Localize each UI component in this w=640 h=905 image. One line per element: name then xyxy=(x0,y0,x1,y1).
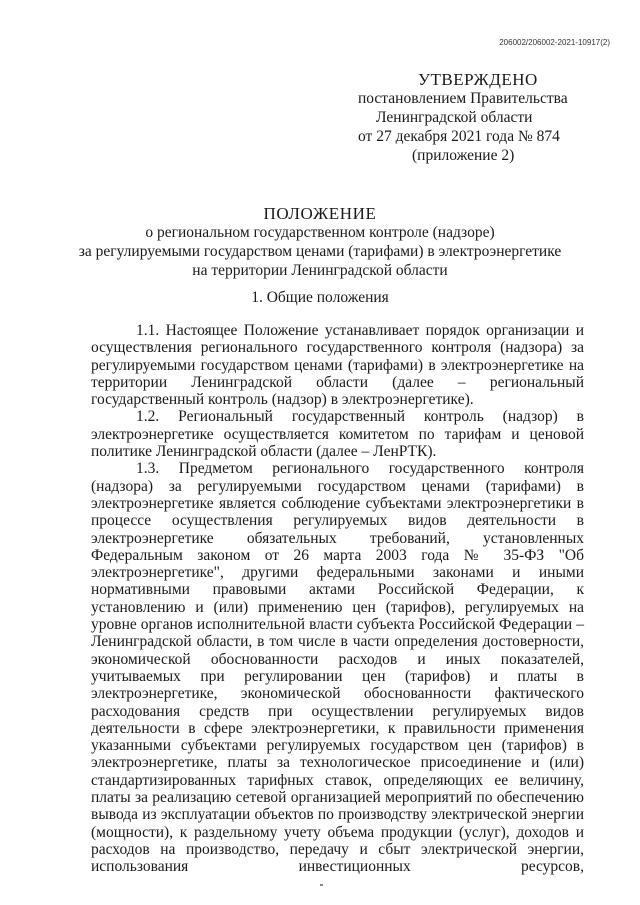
paragraph-text: 1.3. Предметом регионального государственного контроля (надзора) за регулируемыми государством ценами (тарифами) в электроэнергетике является соблюдение субъектами электроэнергетики в процессе осуществления регулируемых видов деятельности в электроэнергетике обязательных требований, установленных Федеральным законом от 26 марта 2003 года № 35-ФЗ "Об электроэнергетике", другими федеральными законами и иными нормативными правовыми актами Российской Федерации, к установлению и (или) применению цен (тарифов), регулируемых на уровне органов исполнительной власти субъекта Российской Федерации – Ленинградской области, в том числе в части определения достоверности, экономической обоснованности расходов и иных показателей, учитываемых при регулировании цен (тарифов) и платы в электроэнергетике, экономической обоснованности фактического расходования средств при осуществлении регулируемых видов деятельности в сфере электроэнергетики, к правильности применения указанными субъектами регулируемых государством цен (тарифов) в электроэнергетике, платы за технологическое присоединение и (или) стандартизированных тарифных ставок, определяющих ее величину, платы за реализацию сетевой организацией мероприятий по обеспечению вывода из эксплуатации объектов по производству электрической энергии (мощности), к раздельному учету объема продукции (услуг), доходов и расходов на производство, передачу и сбыт электрической энергии, использования инвестиционных ресурсов, xyxy=(91,460,584,876)
document-title-block xyxy=(0,204,640,280)
paragraph xyxy=(91,408,584,460)
approval-line: (приложение 2) xyxy=(412,147,515,164)
approval-stamp xyxy=(358,70,568,165)
paragraph xyxy=(91,322,584,408)
approval-head: УТВЕРЖДЕНО xyxy=(418,70,538,89)
page-mark xyxy=(320,884,323,886)
approval-line: постановлением Правительства xyxy=(358,90,568,107)
title-line: о региональном государственном контроле (надзоре) xyxy=(145,224,495,241)
approval-line: от 27 декабря 2021 года № 874 xyxy=(358,128,560,145)
paragraph-text: 1.2. Региональный государственный контроль (надзор) в электроэнергетике осуществляется комитетом по тарифам и ценовой политике Ленинградской области (далее – ЛенРТК). xyxy=(91,408,584,461)
title-line: на территории Ленинградской области xyxy=(192,262,448,279)
title-line: за регулируемыми государством ценами (тарифами) в электроэнергетике xyxy=(78,243,562,260)
document-body xyxy=(91,322,584,876)
section-heading: 1. Общие положения xyxy=(251,289,389,306)
approval-line: Ленинградской области xyxy=(376,109,533,126)
document-id: 206002/206002-2021-10917(2) xyxy=(499,38,610,47)
paragraph-text: 1.1. Настоящее Положение устанавливает порядок организации и осуществления регионального государственного контроля (надзора) за регулируемыми государством ценами (тарифами) в электроэнергетике на территории Ленинградской области (далее – региональный государственный контроль (надзор) в электроэнергетике). xyxy=(91,322,584,409)
document-title: ПОЛОЖЕНИЕ xyxy=(263,204,377,223)
paragraph xyxy=(91,460,584,875)
